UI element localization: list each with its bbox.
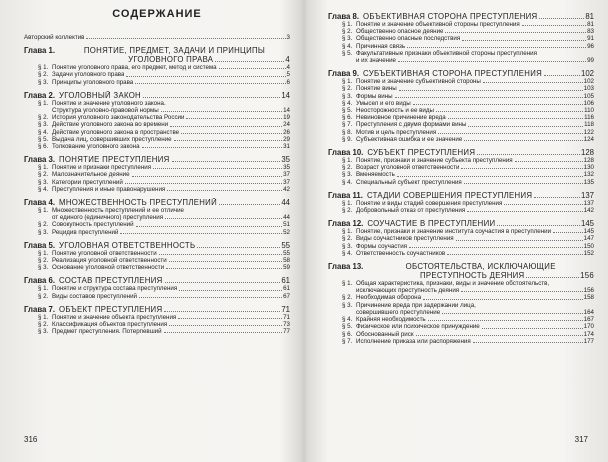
page-number: 137 xyxy=(580,190,594,200)
chapter-heading xyxy=(24,155,290,164)
page-number: 55 xyxy=(281,240,290,250)
toc-entry: § 4. Причинная связь 96 xyxy=(342,42,594,50)
toc-entry: § 5. Факультативные признаки объективной стороны преступления и их значение 99 xyxy=(342,49,594,65)
page-number: 35 xyxy=(281,155,290,165)
page-number: 102 xyxy=(580,69,594,79)
toc-entry: § 3. Вменяемость 132 xyxy=(342,171,594,179)
toc-entry: § 1. Понятие и признаки преступления 35 xyxy=(38,164,290,172)
toc-entry: § 3. Основание уголовной ответственности 59 xyxy=(38,264,290,272)
chapter-heading xyxy=(328,219,594,228)
chapter-heading xyxy=(24,241,290,250)
chapter-title: СТАДИИ СОВЕРШЕНИЯ ПРЕСТУПЛЕНИЯ xyxy=(366,190,533,200)
chapter-title: СОСТАВ ПРЕСТУПЛЕНИЯ xyxy=(59,276,163,286)
toc-entry: § 3. Общественно опасные последствия 91 xyxy=(342,35,594,43)
toc-entry: § 2. Задачи уголовного права 5 xyxy=(38,71,290,79)
toc-entry: § 6. Толкование уголовного закона 31 xyxy=(38,143,290,151)
chapter-title: УГОЛОВНЫЙ ЗАКОН xyxy=(59,90,141,100)
chapter-label: Глава 1. xyxy=(24,46,56,56)
chapter-label: Глава 10. xyxy=(328,148,364,158)
toc-entry: § 2. Возраст уголовной ответственности 130 xyxy=(342,164,594,172)
page-number: 61 xyxy=(281,276,290,286)
chapter-heading xyxy=(328,148,594,157)
chapter-heading xyxy=(328,69,594,78)
toc-entry: § 6. Обоснованный риск 174 xyxy=(342,330,594,338)
toc-entry: § 9. Субъективная ошибка и ее значение 124 xyxy=(342,135,594,143)
chapter-title: ОБЪЕКТИВНАЯ СТОРОНА ПРЕСТУПЛЕНИЯ xyxy=(363,12,538,21)
toc-entry: § 1. Понятие и значение уголовного закона. Структура уголовно-правовой нормы 14 xyxy=(38,99,290,115)
toc-entry: § 1. Понятие уголовной ответственности 55 xyxy=(38,249,290,257)
page-number: 14 xyxy=(281,90,290,100)
toc-entry: § 1. Понятие, признаки и значение субъекта преступления 128 xyxy=(342,157,594,165)
toc-entry: § 2. Общественно опасное деяние 83 xyxy=(342,28,594,36)
toc-entry: § 2. Классификация объектов преступления 73 xyxy=(38,321,290,329)
authors-entry xyxy=(24,34,290,41)
page-number: 71 xyxy=(281,304,290,314)
chapter-label: Глава 5. xyxy=(24,240,56,250)
page-number: 128 xyxy=(580,148,594,158)
chapter-title: МНОЖЕСТВЕННОСТЬ ПРЕСТУПЛЕНИЙ xyxy=(59,198,217,208)
toc-entry: § 4. Действие уголовного закона в пространстве 26 xyxy=(38,128,290,136)
chapter-title: ПОНЯТИЕ, ПРЕДМЕТ, ЗАДАЧИ И ПРИНЦИПЫ xyxy=(83,46,266,56)
chapter-label: Глава 2. xyxy=(24,90,56,100)
toc-entry: § 1. Понятие и значение объекта преступления 71 xyxy=(38,313,290,321)
chapter-label: Глава 7. xyxy=(24,304,56,314)
toc-entry: § 7. Исполнение приказа или распоряжения 177 xyxy=(342,337,594,345)
entry-text: Авторский коллектив xyxy=(24,34,85,41)
chapter-heading xyxy=(24,198,290,207)
chapter-heading xyxy=(24,305,290,314)
toc-entry: § 2. История уголовного законодательства России 19 xyxy=(38,114,290,122)
page-number-footer: 316 xyxy=(24,435,38,444)
toc-entry: § 6. Невиновное причинение вреда 116 xyxy=(342,114,594,122)
chapter-title: СУБЪЕКТИВНАЯ СТОРОНА ПРЕСТУПЛЕНИЯ xyxy=(363,69,543,79)
toc-entry: § 2. Малозначительное деяние 37 xyxy=(38,171,290,179)
page-number-footer: 317 xyxy=(574,435,588,444)
toc-entry: § 3. Причинение вреда при задержании лица, совершившего преступление 164 xyxy=(342,301,594,316)
chapter-heading xyxy=(24,91,290,100)
page-number: 81 xyxy=(585,12,594,21)
page-number: 156 xyxy=(580,271,594,281)
toc-entry: § 3. Действие уголовного закона во времени 24 xyxy=(38,121,290,129)
toc-entry: § 2. Совокупность преступлений 51 xyxy=(38,221,290,229)
toc-entry: § 2. Добровольный отказ от преступления 142 xyxy=(342,207,594,215)
toc-entry: § 5. Выдача лиц, совершивших преступление 29 xyxy=(38,135,290,143)
toc-entry: § 3. Принципы уголовного права 6 xyxy=(38,78,290,86)
left-page xyxy=(0,0,302,462)
toc-entry: § 3. Категории преступлений 37 xyxy=(38,178,290,186)
chapter-heading xyxy=(328,12,594,21)
toc-entry: § 1. Множественность преступлений и ее отличие от единого (единичного) преступления 44 xyxy=(38,207,290,222)
toc-entry: § 1. Понятие, признаки и значение института соучастия в преступлении 145 xyxy=(342,228,594,236)
chapter-label: Глава 6. xyxy=(24,276,56,286)
toc-entry: § 1. Понятие и значение субъективной стороны 102 xyxy=(342,78,594,86)
toc-entry: § 2. Понятие вины 103 xyxy=(342,85,594,93)
chapter-label: Глава 4. xyxy=(24,198,56,208)
page-title: СОДЕРЖАНИЕ xyxy=(112,8,202,20)
toc-entry: § 1. Общая характеристика, признаки, виды и значение обстоятельств, исключающих преступность деяния 156 xyxy=(342,280,594,295)
chapter-label: Глава 9. xyxy=(328,69,360,79)
chapter-title: УГОЛОВНАЯ ОТВЕТСТВЕННОСТЬ xyxy=(59,240,196,250)
chapter-title: ОБЪЕКТ ПРЕСТУПЛЕНИЯ xyxy=(59,304,163,314)
toc-entry: § 8. Мотив и цель преступления 122 xyxy=(342,128,594,136)
chapter-heading xyxy=(24,46,290,64)
toc-entry: § 1. Понятие и значение объективной стороны преступления 81 xyxy=(342,21,594,28)
toc-entry: § 4. Умысел и его виды 106 xyxy=(342,99,594,107)
chapter-label: Глава 11. xyxy=(328,190,363,200)
toc-entry: § 3. Формы вины 105 xyxy=(342,92,594,100)
toc-entry: § 2. Необходимая оборона 158 xyxy=(342,294,594,302)
chapter-heading xyxy=(328,262,594,280)
chapter-title: ПОНЯТИЕ ПРЕСТУПЛЕНИЯ xyxy=(59,155,170,165)
toc-entry: § 5. Неосторожность и ее виды 110 xyxy=(342,107,594,115)
page-number: 3 xyxy=(286,34,290,41)
toc-entry: § 7. Преступления с двумя формами вины 118 xyxy=(342,121,594,129)
toc-entry: § 4. Крайняя необходимость 167 xyxy=(342,316,594,324)
chapter-label: Глава 8. xyxy=(328,12,360,21)
toc-entry: § 5. Физическое или психическое принуждение 170 xyxy=(342,323,594,331)
chapter-title: СОУЧАСТИЕ В ПРЕСТУПЛЕНИИ xyxy=(367,219,496,229)
chapter-title: ОБСТОЯТЕЛЬСТВА, ИСКЛЮЧАЮЩИЕ xyxy=(405,262,556,272)
page-number: 4 xyxy=(285,55,290,65)
chapter-title: ПРЕСТУПНОСТЬ ДЕЯНИЯ xyxy=(419,271,525,281)
chapter-title: СУБЪЕКТ ПРЕСТУПЛЕНИЯ xyxy=(367,148,476,158)
page-number: 145 xyxy=(580,219,594,229)
toc-entry: § 1. Понятие и виды стадий совершения преступления 137 xyxy=(342,199,594,207)
chapter-label: Глава 3. xyxy=(24,155,56,165)
toc-entry: § 4. Специальный субъект преступления 135 xyxy=(342,178,594,186)
toc-entry: § 2. Виды составов преступлений 67 xyxy=(38,292,290,300)
toc-entry: § 2. Реализация уголовной ответственности 58 xyxy=(38,257,290,265)
chapter-title: УГОЛОВНОГО ПРАВА xyxy=(128,55,214,65)
page-number: 44 xyxy=(281,198,290,208)
toc-entry: § 3. Формы соучастия 150 xyxy=(342,242,594,250)
chapter-label: Глава 13. xyxy=(328,262,364,272)
toc-entry: § 4. Преступления и иные правонарушения 42 xyxy=(38,185,290,193)
toc-entry: § 1. Понятие уголовного права, его предмет, метод и система 4 xyxy=(38,64,290,72)
toc-entry: § 1. Понятие и структура состава преступления 61 xyxy=(38,285,290,293)
toc-entry: § 3. Предмет преступления. Потерпевший 77 xyxy=(38,328,290,336)
toc-entry: § 3. Рецидив преступлений 52 xyxy=(38,228,290,236)
toc-entry: § 2. Виды соучастников преступления 147 xyxy=(342,235,594,243)
right-page xyxy=(306,0,608,462)
chapter-heading xyxy=(24,276,290,285)
chapter-label: Глава 12. xyxy=(328,219,364,229)
chapter-heading xyxy=(328,191,594,200)
toc-entry: § 4. Ответственность соучастников 152 xyxy=(342,249,594,257)
